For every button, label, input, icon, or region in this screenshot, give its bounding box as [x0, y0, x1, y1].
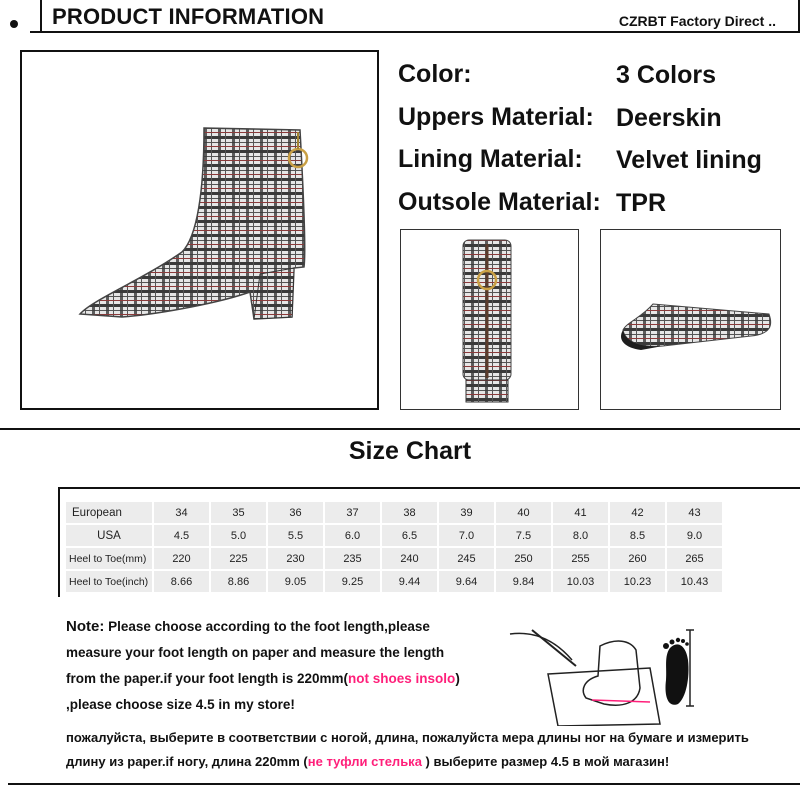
note-text: Please choose according to the foot length,please — [104, 619, 430, 634]
spec-lining-value: Velvet lining — [616, 146, 762, 174]
note-ru-highlight: не туфли стелька — [307, 754, 422, 769]
table-row — [66, 548, 722, 569]
note-ru-line-2-text: длину из paper.if ногу, длина 220mm ( — [66, 754, 308, 769]
table-cell: 7.5 — [496, 525, 551, 546]
table-cell: 260 — [610, 548, 665, 569]
size-chart-title: Size Chart — [348, 437, 472, 465]
table-cell: 5.5 — [268, 525, 323, 546]
table-cell: 8.66 — [154, 571, 209, 592]
table-cell: 37 — [325, 502, 380, 523]
bottom-rule — [8, 783, 800, 785]
table-cell: 6.0 — [325, 525, 380, 546]
note-label: Note: — [66, 618, 105, 635]
note-ru-line-2-end: ) выберите размер 4.5 в мой магазин! — [421, 754, 670, 769]
spec-uppers-value: Deerskin — [616, 104, 722, 132]
table-cell: 230 — [268, 548, 323, 569]
table-cell: 235 — [325, 548, 380, 569]
table-cell: 10.43 — [667, 571, 722, 592]
table-row — [66, 525, 722, 546]
table-cell: 34 — [154, 502, 209, 523]
table-cell: 225 — [211, 548, 266, 569]
table-cell: 255 — [553, 548, 608, 569]
main-boot-image — [20, 50, 379, 410]
table-cell: 42 — [610, 502, 665, 523]
table-cell: 36 — [268, 502, 323, 523]
table-cell: 8.5 — [610, 525, 665, 546]
boot-side-view-illustration — [22, 52, 377, 408]
thumbnail-sole-view[interactable] — [600, 229, 781, 410]
row-label-heel-to-toe-mm: Heel to Toe(mm) — [66, 548, 152, 569]
table-cell: 240 — [382, 548, 437, 569]
spec-color-label: Color: — [398, 60, 472, 88]
note-line-1 — [66, 614, 430, 640]
table-cell: 40 — [496, 502, 551, 523]
table-cell: 6.5 — [382, 525, 437, 546]
note-ru-line-1: пожалуйста, выберите в соответствии с ногой, длина, пожалуйста мера длины ног на бумаге и измерить — [66, 730, 749, 745]
section-divider — [0, 428, 800, 430]
table-cell: 8.86 — [211, 571, 266, 592]
note-line-4: ,please choose size 4.5 in my store! — [66, 697, 295, 712]
spec-lining-label: Lining Material: — [398, 145, 583, 173]
table-cell: 10.03 — [553, 571, 608, 592]
spec-outsole-value: TPR — [616, 189, 666, 217]
store-name: CZRBT Factory Direct .. — [618, 13, 776, 29]
spec-outsole-label: Outsole Material: — [398, 188, 601, 216]
table-cell: 9.0 — [667, 525, 722, 546]
header-rule — [30, 31, 800, 33]
table-cell: 250 — [496, 548, 551, 569]
thumbnail-back-view[interactable] — [400, 229, 579, 410]
table-cell: 4.5 — [154, 525, 209, 546]
row-label-european: European — [66, 502, 152, 523]
table-cell: 8.0 — [553, 525, 608, 546]
table-cell: 35 — [211, 502, 266, 523]
table-cell: 9.05 — [268, 571, 323, 592]
table-cell: 41 — [553, 502, 608, 523]
table-cell: 9.64 — [439, 571, 494, 592]
table-cell: 5.0 — [211, 525, 266, 546]
spec-color-value: 3 Colors — [616, 61, 717, 89]
foot-measurement-illustration — [500, 616, 800, 726]
note-line-2: measure your foot length on paper and measure the length — [66, 645, 445, 660]
table-cell: 9.44 — [382, 571, 437, 592]
table-cell: 9.25 — [325, 571, 380, 592]
row-label-heel-to-toe-inch: Heel to Toe(inch) — [66, 571, 152, 592]
table-cell: 43 — [667, 502, 722, 523]
table-cell: 7.0 — [439, 525, 494, 546]
table-cell: 39 — [439, 502, 494, 523]
note-ru-line-2 — [66, 750, 669, 774]
note-highlight: not shoes insolo — [348, 671, 456, 686]
product-info-title: PRODUCT INFORMATION — [52, 4, 325, 29]
header-divider — [40, 0, 42, 31]
spec-uppers-label: Uppers Material: — [398, 103, 594, 131]
table-cell: 9.84 — [496, 571, 551, 592]
table-cell: 38 — [382, 502, 437, 523]
table-cell: 10.23 — [610, 571, 665, 592]
boot-sole-view-illustration — [601, 230, 779, 408]
bullet-dot-icon — [10, 20, 18, 28]
note-line-3-end: ) — [455, 671, 460, 686]
note-line-3-text: from the paper.if your foot length is 220mm( — [66, 671, 349, 686]
table-row — [66, 502, 722, 523]
table-cell: 220 — [154, 548, 209, 569]
size-chart-table — [64, 500, 724, 594]
table-cell: 265 — [667, 548, 722, 569]
table-row — [66, 571, 722, 592]
row-label-usa: USA — [66, 525, 152, 546]
table-cell: 245 — [439, 548, 494, 569]
boot-back-view-illustration — [401, 230, 577, 408]
note-line-3 — [66, 666, 460, 692]
